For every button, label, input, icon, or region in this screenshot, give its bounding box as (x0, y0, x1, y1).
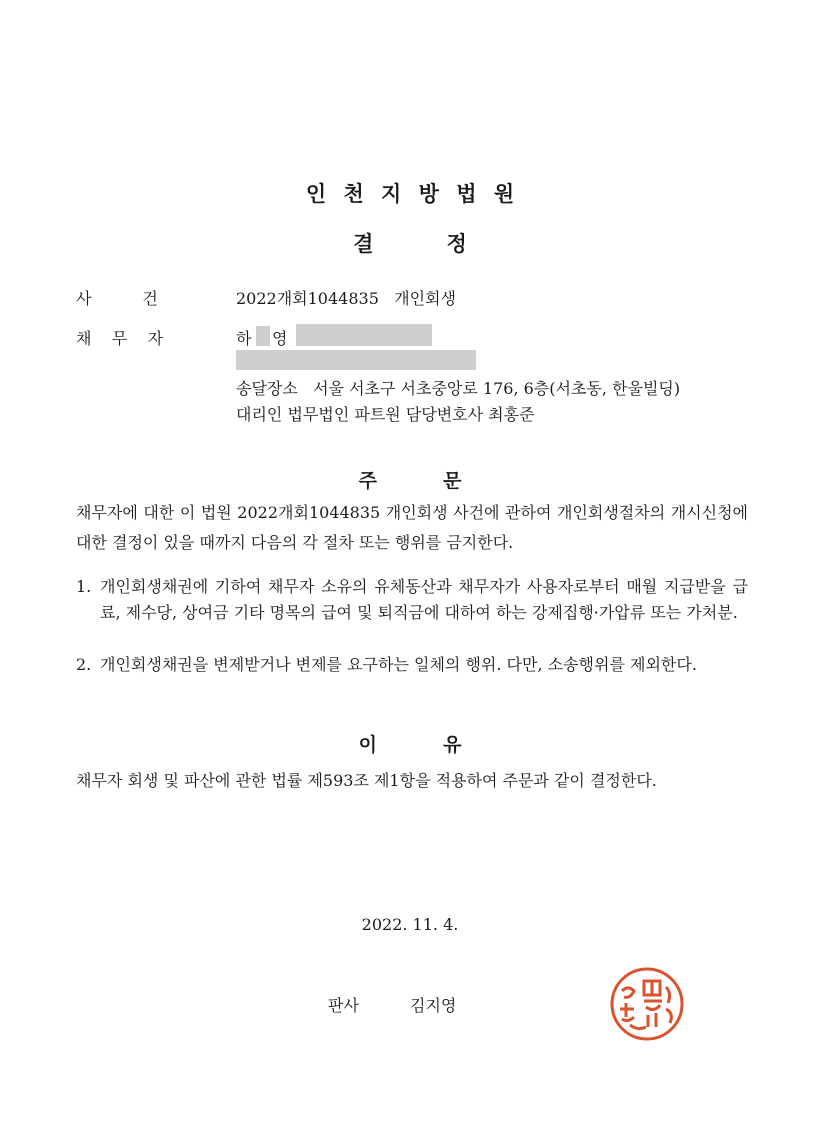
court-name: 인 천 지 방 법 원 (305, 181, 515, 206)
order-item-2 (76, 652, 748, 678)
court-seal-icon (608, 965, 686, 1043)
order-item-1 (76, 574, 748, 626)
redaction-block (296, 324, 432, 346)
list-number: 2. (76, 655, 92, 674)
debtor-label: 채 무 자 (76, 329, 164, 348)
service-address: 송달장소 서울 서초구 서초중앙로 176, 6층(서초동, 한울빌딩) (236, 379, 681, 398)
debtor-name-part2: 영 (272, 329, 288, 348)
reason-heading: 이 유 (358, 734, 462, 756)
list-item-text: 개인회생채권에 기하여 채무자 소유의 유체동산과 채무자가 사용자로부터 매월 지급받을 급료, 제수당, 상여금 기타 명목의 급여 및 퇴직금에 대하여 하는 강제집행·가압류 또는 가처분. (100, 577, 748, 622)
order-intro: 채무자에 대한 이 법원 2022개회1044835 개인회생 사건에 관하여 개인회생절차의 개시신청에 대한 결정이 있을 때까지 다음의 각 절차 또는 행위를 금지한다. (76, 503, 748, 552)
attorney-line: 대리인 법무법인 파트원 담당변호사 최홍준 (236, 405, 535, 424)
case-label: 사 건 (76, 289, 158, 308)
order-heading: 주 문 (358, 470, 462, 492)
list-item-text: 개인회생채권을 변제받거나 변제를 요구하는 일체의 행위. 다만, 소송행위를 제외한다. (100, 655, 697, 674)
judge-name: 김지영 (410, 996, 457, 1015)
judge-title: 판사 (328, 996, 359, 1015)
decision-date: 2022. 11. 4. (361, 915, 459, 934)
debtor-name-part1: 하 (236, 329, 252, 348)
redaction-block (256, 326, 270, 346)
list-number: 1. (76, 577, 92, 596)
case-number: 2022개회1044835 개인회생 (236, 289, 456, 308)
redaction-block (236, 350, 476, 370)
document-type-title: 결 정 (353, 231, 467, 256)
reason-text: 채무자 회생 및 파산에 관한 법률 제593조 제1항을 적용하여 주문과 같이 결정한다. (76, 771, 657, 790)
